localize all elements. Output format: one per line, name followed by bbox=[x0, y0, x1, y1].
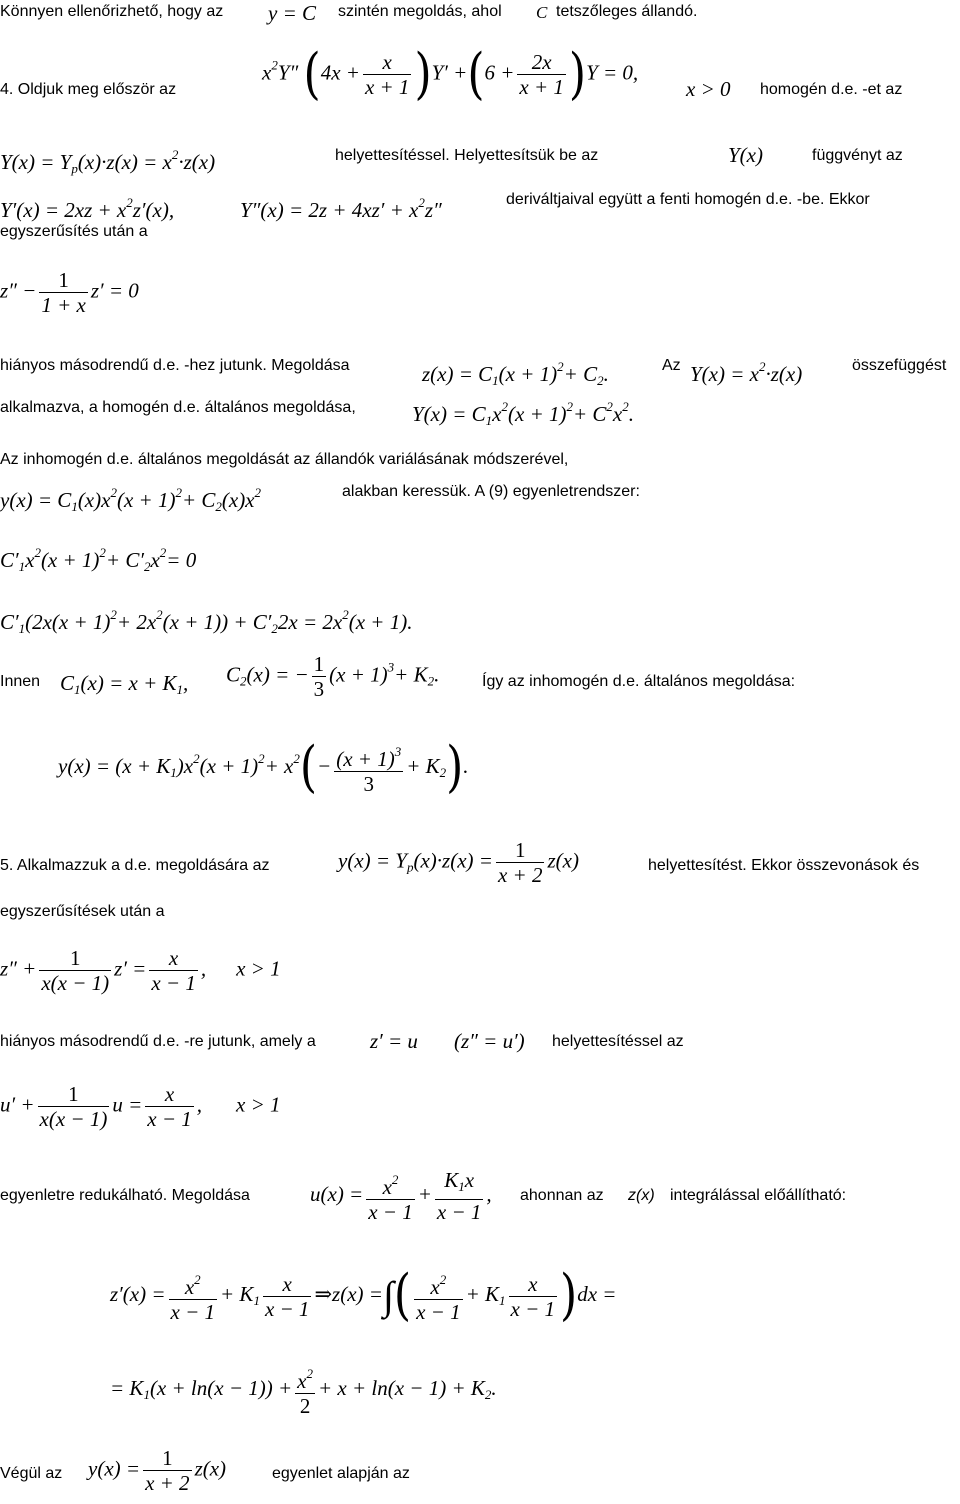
math-C2: $C_2(x)$ = − $\frac{1}{3}$ $(x + 1)^3+ K_2$. bbox=[226, 652, 440, 701]
text-homogen: homogén d.e. -et az bbox=[760, 81, 903, 98]
text-intro-2: szintén megoldás, ahol bbox=[338, 3, 502, 20]
math-substitution-5: $y(x) = Y_p(x)\cdot z(x)$ = $\frac{1}{x + 2}$ z(x) bbox=[338, 838, 579, 887]
equation-system-1: $C'_1x^2(x + 1)^2+ C'_2x^2= 0$ bbox=[0, 545, 197, 574]
equation-homogeneous: $x^2Y''$ (4x + $\frac{x}{x + 1}$ )Y′ +(6 + $\frac{2x}{x + 1}$ )Y = 0, bbox=[262, 42, 639, 106]
math-c: C bbox=[536, 3, 548, 22]
text-egyszerusitesek: egyszerűsítések után a bbox=[0, 903, 165, 920]
math-yx-variation: $y(x) = C_1(x)x^2(x + 1)^2+ C_2(x)x^2$ bbox=[0, 485, 262, 514]
text-intro-3: tetszőleges állandó. bbox=[556, 3, 698, 20]
text-egyszerusites: egyszerűsítés után a bbox=[0, 223, 148, 240]
equation-u: u′ + $\frac{1}{x(x - 1)}$ u = $\frac{x}{x - 1}$ , x > 1 bbox=[0, 1082, 281, 1131]
equation-z-integral: z′(x) = $\frac{x^2}{x - 1}$ + $K_1$ $\frac{x}{x - 1}$ ⇒z(x) =∫( $\frac{x^2}{x - 1}$ + $K_1$ $\frac{x}{x - 1}$ )dx = bbox=[110, 1263, 617, 1328]
math-Yx: Y(x) bbox=[728, 143, 763, 167]
equation-general-solution: $y(x) = (x + K_1)x^2(x + 1)^2+ x^2(-$ $\frac{(x + 1)^3}{3}$ + $K_2$). bbox=[58, 735, 469, 800]
math-yx-final: y(x) = $\frac{1}{x + 2}$ z(x) bbox=[88, 1446, 227, 1495]
text-az: Az bbox=[662, 357, 681, 374]
text-hianyos-1: hiányos másodrendű d.e. -hez jutunk. Megoldása bbox=[0, 357, 350, 374]
math-Y-prime: $Y'(x) = 2xz + x^2z'(x)$, bbox=[0, 195, 175, 222]
text-derivaltjaival: deriváltjaival együtt a fenti homogén d.e. -be. Ekkor bbox=[506, 191, 870, 208]
text-helyettesitest: helyettesítést. Ekkor összevonások és bbox=[648, 857, 920, 874]
math-x-gt-0: x > 0 bbox=[686, 77, 731, 101]
text-igy: Így az inhomogén d.e. általános megoldása: bbox=[482, 673, 796, 690]
text-vegul: Végül az bbox=[0, 1465, 63, 1482]
problem-4-label: 4. Oldjuk meg először az bbox=[0, 81, 177, 98]
text-hianyos-2: hiányos másodrendű d.e. -re jutunk, amely a bbox=[0, 1033, 316, 1050]
text-inhomogen: Az inhomogén d.e. általános megoldását az állandók variálásának módszerével, bbox=[0, 451, 569, 468]
math-Yx-general: $Y(x) = C_1x^2(x + 1)^2+ C^2x^2$. bbox=[412, 399, 634, 428]
math-Yx-relation: $Y(x) = x^2\cdot z(x)$ bbox=[690, 359, 803, 386]
math-Y-double-prime: $Y''(x) = 2z + 4xz' + x^2z''$ bbox=[240, 195, 442, 222]
equation-z-5: z″ + $\frac{1}{x(x - 1)}$ z′ = $\frac{x}{x - 1}$ , x > 1 bbox=[0, 946, 281, 995]
math-zx-solution: $z(x) = C_1(x + 1)^2+ C_2$. bbox=[422, 359, 609, 388]
text-ahonnan: ahonnan az bbox=[520, 1187, 604, 1204]
text-helyettesitessel-az: helyettesítéssel az bbox=[552, 1033, 684, 1050]
math-z-u-prime: (z″ = u′) bbox=[454, 1029, 525, 1053]
text-integralassal: integrálással előállítható: bbox=[670, 1187, 847, 1204]
math-C1: $C_1(x) = x + K_1$, bbox=[60, 671, 189, 697]
text-alkalmazva: alkalmazva, a homogén d.e. általános megoldása, bbox=[0, 399, 356, 416]
math-y-eq-c: y = C bbox=[268, 1, 316, 25]
text-helyettesitessel: helyettesítéssel. Helyettesítsük be az bbox=[335, 147, 599, 164]
text-egyenlet-alapjan: egyenlet alapján az bbox=[272, 1465, 410, 1482]
text-egyenletre: egyenletre redukálható. Megoldása bbox=[0, 1187, 250, 1204]
text-osszefuggest: összefüggést bbox=[852, 357, 947, 374]
text-intro-1: Könnyen ellenőrizhető, hogy az bbox=[0, 3, 224, 20]
text-zx: z(x) bbox=[628, 1187, 655, 1204]
text-alakban: alakban keressük. A (9) egyenletrendszer: bbox=[342, 483, 640, 500]
text-innen: Innen bbox=[0, 673, 41, 690]
equation-system-2: $C'_1(2x(x + 1)^2+ 2x^2(x + 1)) + C'_22x = 2x^2(x + 1)$. bbox=[0, 607, 413, 636]
equation-z-reduced: z″ − $\frac{1}{1 + x}$ z′ = 0 bbox=[0, 268, 139, 317]
math-substitution: $Y(x) = Y_p(x)\cdot z(x) = x^2\cdot z(x)$ bbox=[0, 147, 216, 176]
equation-z-result: = $K_1(x + \ln(x - 1))$ + $\frac{x^2}{2}$ + $x + \ln(x - 1) + K_2$. bbox=[110, 1362, 497, 1418]
math-ux: u(x) = $\frac{x^2}{x - 1}$ + $\frac{K_1x}{x - 1}$ , bbox=[310, 1168, 492, 1224]
math-z-u: z′ = u bbox=[370, 1029, 418, 1053]
problem-5-label: 5. Alkalmazzuk a d.e. megoldására az bbox=[0, 857, 270, 874]
text-fuggvenyt: függvényt az bbox=[812, 147, 903, 164]
